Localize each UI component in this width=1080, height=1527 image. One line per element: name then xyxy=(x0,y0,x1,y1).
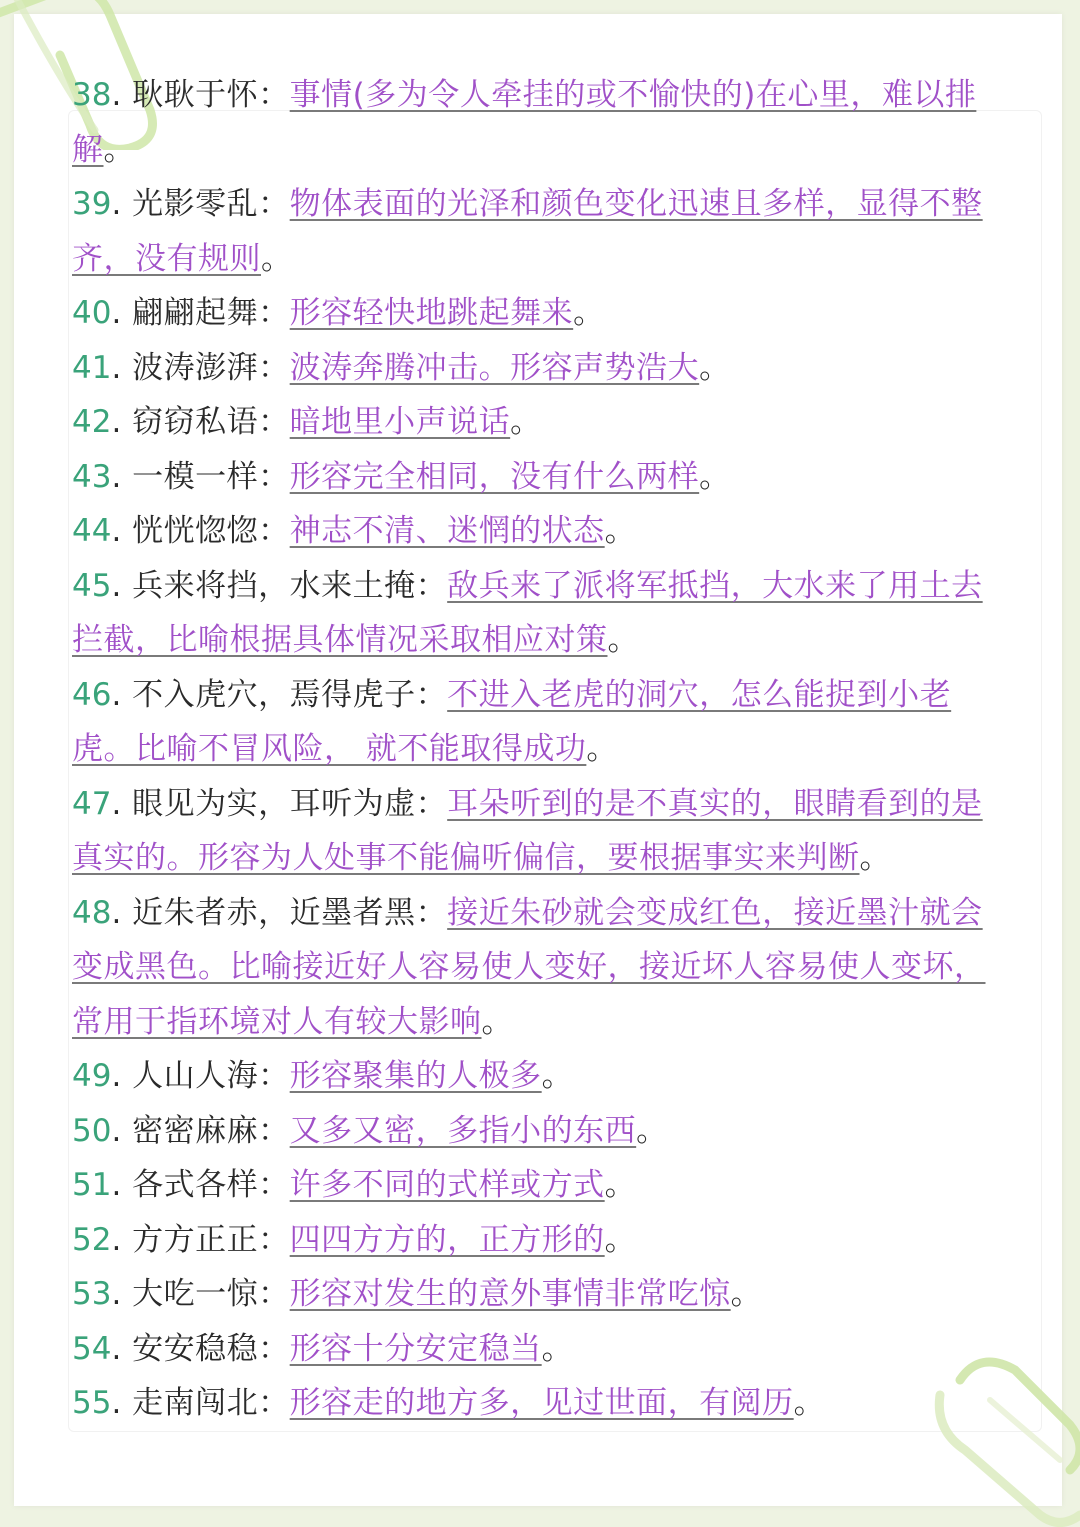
idiom-definition: 接近朱砂就会变成红色，接近墨汁就会变成黑色。比喻接近好人容易使人变好，接近坏人容易使人变坏， 常用于指环境对人有较大影响 xyxy=(72,894,986,1040)
list-item: 50. 密密麻麻：又多又密，多指小的东西。 xyxy=(72,1112,668,1149)
list-item: 48. 近朱者赤，近墨者黑：接近朱砂就会变成红色，接近墨汁就会变成黑色。比喻接近好人容易使人变好，接近坏人容易使人变坏， 常用于指环境对人有较大影响。 xyxy=(72,894,986,1040)
item-number: 46 xyxy=(72,676,112,713)
idiom-term: 波涛澎湃： xyxy=(132,349,290,386)
item-number: 41 xyxy=(72,349,112,386)
idiom-term: 大吃一惊： xyxy=(132,1276,290,1312)
idiom-term: 走南闯北： xyxy=(132,1385,290,1421)
list-item: 53. 大吃一惊：形容对发生的意外事情非常吃惊。 xyxy=(72,1276,763,1312)
item-number: 55 xyxy=(72,1385,112,1421)
idiom-term: 安安稳稳： xyxy=(132,1330,290,1367)
idiom-term: 兵来将挡，水来土掩： xyxy=(132,567,448,604)
idiom-definition: 许多不同的式样或方式 xyxy=(289,1167,605,1203)
idiom-term: 人山人海： xyxy=(132,1058,290,1094)
idiom-term: 耿耿于怀： xyxy=(132,77,290,113)
idiom-definition: 又多又密，多指小的东西 xyxy=(289,1112,637,1149)
idiom-definition: 事情(多为令人牵挂的或不愉快的)在心里，难以排解 xyxy=(72,77,977,168)
list-item: 44. 恍恍惚惚：神志不清、迷惘的状态。 xyxy=(72,513,637,549)
list-item: 47. 眼见为实，耳听为虚：耳朵听到的是不真实的，眼睛看到的是真实的。形容为人处事不能偏听偏信，要根据事实来判断。 xyxy=(72,785,983,876)
list-item: 52. 方方正正：四四方方的，正方形的。 xyxy=(72,1221,637,1258)
idiom-term: 近朱者赤，近墨者黑： xyxy=(132,894,448,931)
idiom-term: 密密麻麻： xyxy=(132,1112,290,1149)
item-number: 48 xyxy=(72,894,112,931)
idiom-term: 眼见为实，耳听为虚： xyxy=(132,785,448,822)
idiom-term: 方方正正： xyxy=(132,1221,290,1258)
list-item: 38. 耿耿于怀：事情(多为令人牵挂的或不愉快的)在心里，难以排解。 xyxy=(72,77,977,168)
idiom-term: 不入虎穴，焉得虎子： xyxy=(132,676,448,713)
idiom-term: 窃窃私语： xyxy=(132,404,290,440)
idiom-definition: 形容轻快地跳起舞来 xyxy=(289,295,574,331)
item-number: 42 xyxy=(72,404,112,440)
item-number: 40 xyxy=(72,295,112,331)
list-item: 51. 各式各样：许多不同的式样或方式。 xyxy=(72,1167,637,1203)
list-item: 41. 波涛澎湃：波涛奔腾冲击。形容声势浩大。 xyxy=(72,349,731,386)
idiom-definition: 形容完全相同，没有什么两样 xyxy=(289,458,700,495)
idiom-term: 翩翩起舞： xyxy=(132,295,290,331)
list-item: 55. 走南闯北：形容走的地方多，见过世面，有阅历。 xyxy=(72,1385,826,1421)
item-number: 50 xyxy=(72,1112,112,1149)
idiom-definition: 暗地里小声说话 xyxy=(289,404,511,440)
idiom-definition: 四四方方的，正方形的 xyxy=(289,1221,605,1258)
idiom-definition: 形容十分安定稳当 xyxy=(289,1330,542,1367)
list-item: 40. 翩翩起舞：形容轻快地跳起舞来。 xyxy=(72,295,605,331)
item-number: 38 xyxy=(72,77,112,113)
idiom-definition: 形容走的地方多，见过世面，有阅历 xyxy=(289,1385,794,1421)
item-number: 54 xyxy=(72,1330,112,1367)
item-number: 39 xyxy=(72,186,112,222)
idiom-term: 光影零乱： xyxy=(132,186,290,222)
list-item: 54. 安安稳稳：形容十分安定稳当。 xyxy=(72,1330,574,1367)
list-item: 43. 一模一样：形容完全相同，没有什么两样。 xyxy=(72,458,731,495)
item-number: 44 xyxy=(72,513,112,549)
idiom-term: 恍恍惚惚： xyxy=(132,513,290,549)
item-number: 51 xyxy=(72,1167,112,1203)
idiom-term: 各式各样： xyxy=(132,1167,290,1203)
idiom-definition: 神志不清、迷惘的状态 xyxy=(289,513,605,549)
idiom-definition: 形容对发生的意外事情非常吃惊 xyxy=(289,1276,731,1312)
item-number: 43 xyxy=(72,458,112,495)
idiom-definition: 耳朵听到的是不真实的，眼睛看到的是真实的。形容为人处事不能偏听偏信，要根据事实来判断 xyxy=(72,785,983,876)
idiom-list xyxy=(72,68,1008,1431)
list-item: 42. 窃窃私语：暗地里小声说话。 xyxy=(72,404,542,440)
list-item: 45. 兵来将挡，水来土掩：敌兵来了派将军抵挡，大水来了用土去拦截，比喻根据具体情况采取相应对策。 xyxy=(72,567,983,658)
item-number: 49 xyxy=(72,1058,112,1094)
item-number: 52 xyxy=(72,1221,112,1258)
list-item: 39. 光影零乱：物体表面的光泽和颜色变化迅速且多样，显得不整齐，没有规则。 xyxy=(72,186,983,277)
idiom-definition: 不进入老虎的洞穴，怎么能捉到小老虎。比喻不冒风险， 就不能取得成功 xyxy=(72,676,952,767)
idiom-term: 一模一样： xyxy=(132,458,290,495)
idiom-definition: 物体表面的光泽和颜色变化迅速且多样，显得不整齐，没有规则 xyxy=(72,186,983,277)
item-number: 47 xyxy=(72,785,112,822)
item-number: 53 xyxy=(72,1276,112,1312)
idiom-definition: 形容聚集的人极多 xyxy=(289,1058,542,1094)
item-number: 45 xyxy=(72,567,112,604)
idiom-definition: 波涛奔腾冲击。形容声势浩大 xyxy=(289,349,700,386)
idiom-definition: 敌兵来了派将军抵挡，大水来了用土去拦截，比喻根据具体情况采取相应对策 xyxy=(72,567,983,658)
list-item: 49. 人山人海：形容聚集的人极多。 xyxy=(72,1058,574,1094)
list-item: 46. 不入虎穴，焉得虎子：不进入老虎的洞穴，怎么能捉到小老虎。比喻不冒风险， 就不能取得成功。 xyxy=(72,676,952,767)
